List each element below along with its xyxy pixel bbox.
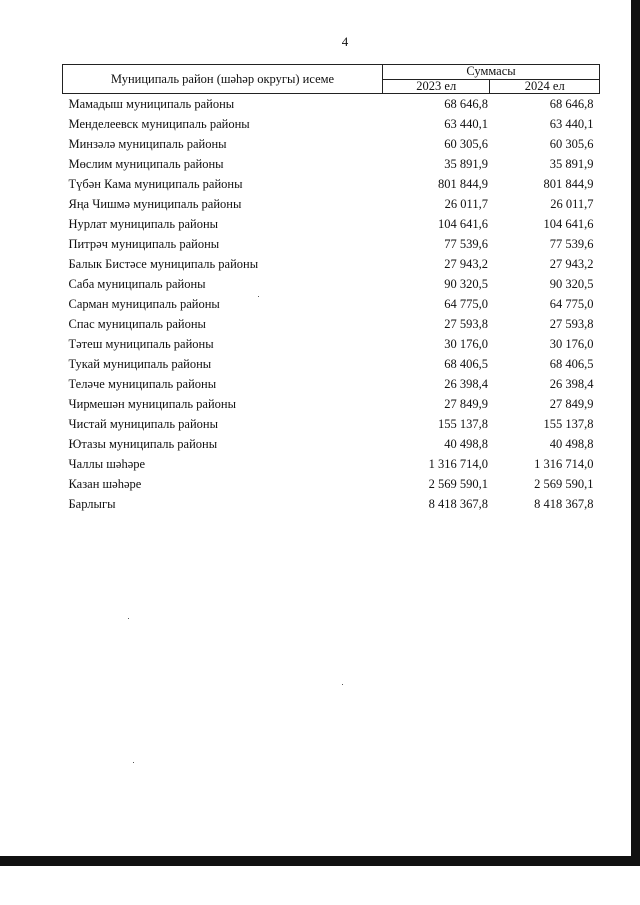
scan-speck [133, 762, 134, 763]
header-year-2024: 2024 ел [490, 79, 600, 94]
row-name: Нурлат муниципаль районы [68, 217, 219, 231]
table-header [63, 65, 600, 94]
table-row [63, 254, 600, 274]
table-row [63, 114, 600, 134]
row-value-2024: 155 137,8 [543, 417, 594, 431]
table-row [63, 274, 600, 294]
row-value-2023: 2 569 590,1 [428, 477, 488, 491]
row-value-2024: 27 849,9 [549, 397, 594, 411]
row-value-2023: 8 418 367,8 [428, 497, 488, 511]
row-value-2024: 64 775,0 [549, 297, 594, 311]
row-name: Чирмешән муниципаль районы [68, 397, 236, 411]
table-row [63, 374, 600, 394]
page-number: 4 [341, 34, 349, 49]
row-value-2023: 26 011,7 [444, 197, 488, 211]
row-name: Чаллы шәһәре [68, 457, 146, 471]
row-value-2023: 27 849,9 [444, 397, 488, 411]
table-row [63, 414, 600, 434]
row-value-2023: 155 137,8 [437, 417, 488, 431]
row-name: Ютазы муниципаль районы [68, 437, 218, 451]
row-value-2024: 60 305,6 [549, 137, 594, 151]
row-name: Тәтеш муниципаль районы [68, 337, 214, 351]
row-value-2023: 1 316 714,0 [428, 457, 488, 471]
row-name: Казан шәһәре [68, 477, 142, 491]
table-row [63, 194, 600, 214]
scan-speck [128, 618, 129, 619]
row-value-2024: 90 320,5 [549, 277, 594, 291]
row-name: Чистай муниципаль районы [68, 417, 218, 431]
header-year-2023: 2023 ел [383, 79, 490, 94]
row-value-2023: 60 305,6 [444, 137, 488, 151]
table-row [63, 294, 600, 314]
row-value-2023: 77 539,6 [444, 237, 488, 251]
row-value-2024: 35 891,9 [549, 157, 594, 171]
row-value-2024: 40 498,8 [549, 437, 594, 451]
row-value-2024: 1 316 714,0 [534, 457, 594, 471]
table-row [63, 474, 600, 494]
row-value-2024: 2 569 590,1 [534, 477, 594, 491]
budget-table [62, 64, 600, 514]
row-name: Теләче муниципаль районы [68, 377, 217, 391]
row-value-2024: 68 646,8 [549, 97, 594, 111]
table-row [63, 174, 600, 194]
table-row [63, 434, 600, 454]
table-row [63, 154, 600, 174]
table-row [63, 334, 600, 354]
table-row [63, 94, 600, 115]
row-value-2023: 64 775,0 [444, 297, 488, 311]
row-value-2023: 801 844,9 [437, 177, 488, 191]
scan-edge-bottom [0, 856, 640, 866]
row-name: Мөслим муниципаль районы [68, 157, 224, 171]
row-value-2023: 40 498,8 [444, 437, 488, 451]
row-value-2023: 27 943,2 [444, 257, 488, 271]
table-row [63, 354, 600, 374]
row-value-2023: 63 440,1 [444, 117, 488, 131]
row-name: Балык Бистәсе муниципаль районы [68, 257, 259, 271]
row-value-2023: 30 176,0 [444, 337, 488, 351]
row-value-2024: 63 440,1 [549, 117, 594, 131]
table-row [63, 214, 600, 234]
row-value-2024: 77 539,6 [549, 237, 594, 251]
row-value-2024: 30 176,0 [549, 337, 594, 351]
row-name: Менделеевск муниципаль районы [68, 117, 250, 131]
scan-speck [258, 296, 259, 297]
table-row [63, 394, 600, 414]
scan-edge-right [631, 0, 640, 866]
row-name: Минзәлә муниципаль районы [68, 137, 227, 151]
table-row [63, 314, 600, 334]
table-row [63, 234, 600, 254]
row-value-2023: 26 398,4 [444, 377, 488, 391]
row-name: Түбән Кама муниципаль районы [68, 177, 243, 191]
row-value-2024: 26 011,7 [550, 197, 594, 211]
row-value-2023: 35 891,9 [444, 157, 488, 171]
row-name: Тукай муниципаль районы [68, 357, 212, 371]
row-value-2024: 8 418 367,8 [534, 497, 594, 511]
row-value-2024: 27 943,2 [549, 257, 594, 271]
row-value-2023: 27 593,8 [444, 317, 488, 331]
row-value-2024: 26 398,4 [549, 377, 594, 391]
row-value-2023: 90 320,5 [444, 277, 488, 291]
row-value-2024: 104 641,6 [543, 217, 594, 231]
row-name: Мамадыш муниципаль районы [68, 97, 235, 111]
scan-speck [342, 684, 343, 685]
row-value-2024: 68 406,5 [549, 357, 594, 371]
table-row [63, 454, 600, 474]
row-name: Саба муниципаль районы [68, 277, 206, 291]
table-row [63, 134, 600, 154]
row-name: Спас муниципаль районы [68, 317, 206, 331]
row-name: Барлыгы [68, 497, 116, 511]
row-value-2023: 104 641,6 [437, 217, 488, 231]
row-value-2023: 68 646,8 [444, 97, 488, 111]
table-row [63, 494, 600, 514]
header-name-column: Муниципаль район (шәһәр округы) исеме [63, 65, 383, 94]
row-name: Яңа Чишмә муниципаль районы [68, 197, 242, 211]
row-value-2024: 27 593,8 [549, 317, 594, 331]
header-sum-column: Суммасы [383, 65, 600, 80]
row-name: Питрәч муниципаль районы [68, 237, 220, 251]
table-body [63, 94, 600, 515]
row-name: Сарман муниципаль районы [68, 297, 220, 311]
row-value-2024: 801 844,9 [543, 177, 594, 191]
row-value-2023: 68 406,5 [444, 357, 488, 371]
